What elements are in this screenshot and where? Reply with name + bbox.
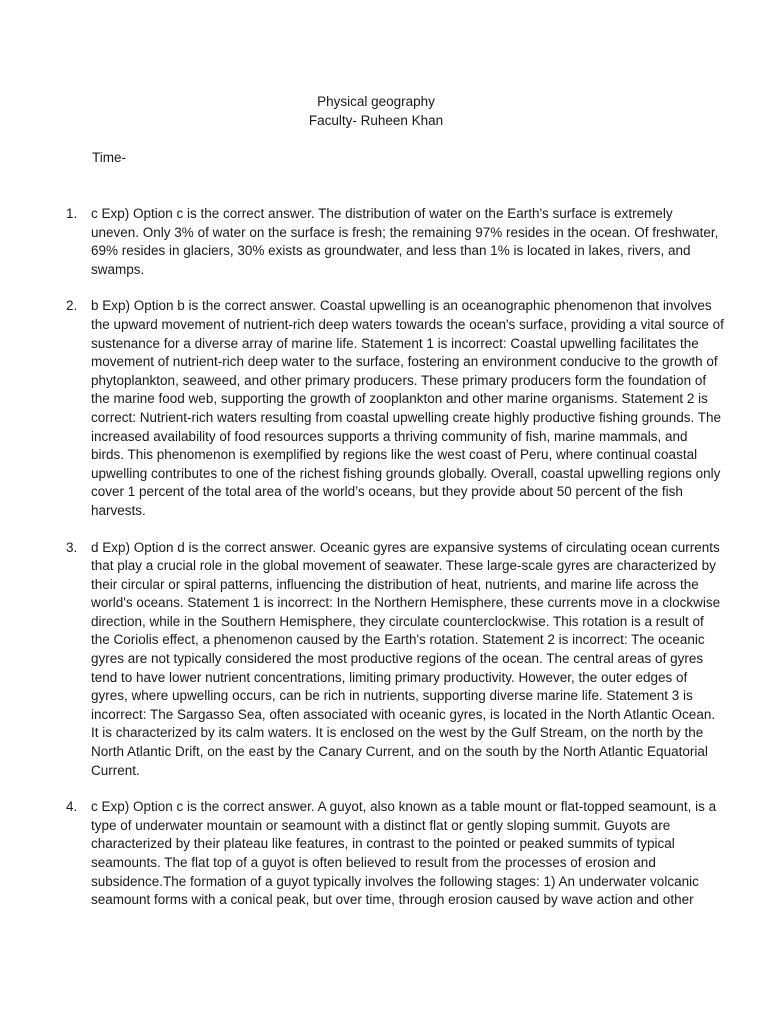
answer-item-2 xyxy=(66,297,724,520)
document-header xyxy=(0,92,752,130)
answer-list xyxy=(66,205,724,928)
answer-text: d Exp) Option d is the correct answer. Oceanic gyres are expansive systems of circulating ocean currents that play a crucial role in the global movement of seawater. These large-scale gyres are characterized by their circular or spiral patterns, influencing the distribution of heat, nutrients, and marine life across the world's oceans. Statement 1 is incorrect: In the Northern Hemisphere, these currents move in a clockwise direction, while in the Southern Hemisphere, they circulate counterclockwise. This rotation is a result of the Coriolis effect, a phenomenon caused by the Earth's rotation. Statement 2 is incorrect: The oceanic gyres are not typically considered the most productive regions of the ocean. The central areas of gyres tend to have lower nutrient concentrations, limiting primary productivity. However, the outer edges of gyres, where upwelling occurs, can be rich in nutrients, supporting diverse marine life. Statement 3 is incorrect: The Sargasso Sea, often associated with oceanic gyres, is located in the North Atlantic Ocean. It is characterized by its calm waters. It is enclosed on the west by the Gulf Stream, on the north by the North Atlantic Drift, on the east by the Canary Current, and on the south by the North Atlantic Equatorial Current. xyxy=(91,539,721,778)
answer-item-4 xyxy=(66,798,724,910)
answer-item-1 xyxy=(66,205,724,279)
answer-number: 4. xyxy=(66,799,78,815)
answer-item-3 xyxy=(66,539,724,781)
answer-text: c Exp) Option c is the correct answer. A guyot, also known as a table mount or flat-topped seamount, is a type of underwater mountain or seamount with a distinct flat or gently sloping summit. Guyots are characterized by their plateau like features, in contrast to the pointed or peaked summits of typical seamounts. The flat top of a guyot is often believed to result from the processes of erosion and subsidence.The formation of a guyot typically involves the following stages: 1) An underwater volcanic seamount forms with a conical peak, but over time, through erosion caused by wave action and other xyxy=(91,799,717,908)
answer-number: 1. xyxy=(66,206,78,221)
document-title: Physical geography xyxy=(317,94,435,109)
answer-text: c Exp) Option c is the correct answer. The distribution of water on the Earth's surface is extremely uneven. Only 3% of water on the surface is fresh; the remaining 97% resides in the ocean. Of freshwater, 69% resides in glaciers, 30% exists as groundwater, and less than 1% is located in lakes, rivers, and swamps. xyxy=(91,206,719,277)
answer-number: 3. xyxy=(66,539,78,555)
answer-text: b Exp) Option b is the correct answer. Coastal upwelling is an oceanographic phenomenon that involves the upward movement of nutrient-rich deep waters towards the ocean's surface, providing a vital source of sustenance for a diverse array of marine life. Statement 1 is incorrect: Coastal upwelling facilitates the movement of nutrient-rich deep water to the surface, fostering an environment conducive to the growth of phytoplankton, seaweed, and other primary producers. These primary producers form the foundation of the marine food web, supporting the growth of zooplankton and other marine organisms. Statement 2 is correct: Nutrient-rich waters resulting from coastal upwelling create highly productive fishing grounds. The increased availability of food resources supports a thriving community of fish, marine mammals, and birds. This phenomenon is exemplified by regions like the west coast of Peru, where continual coastal upwelling contributes to one of the richest fishing grounds globally. Overall, coastal upwelling regions only cover 1 percent of the total area of the world’s oceans, but they provide about 50 percent of the fish harvests. xyxy=(91,298,724,518)
time-label: Time- xyxy=(92,150,126,165)
answer-number: 2. xyxy=(66,298,78,314)
faculty-name: Faculty- Ruheen Khan xyxy=(308,113,444,128)
